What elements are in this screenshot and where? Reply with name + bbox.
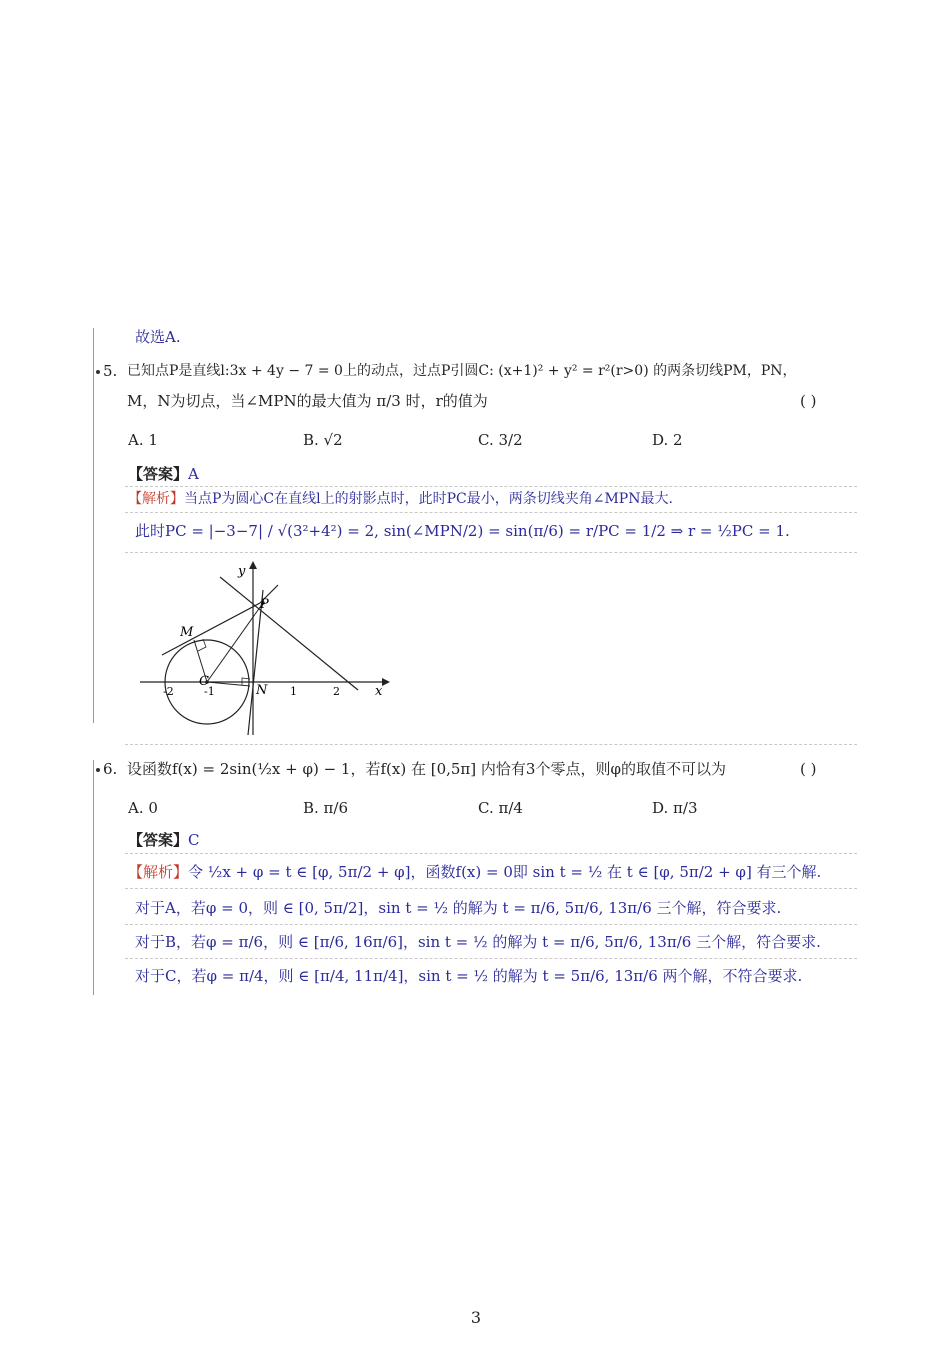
analysis-label: 【解析】 (128, 491, 184, 507)
line-l (220, 577, 358, 690)
q6-answer-parens: ( ) (800, 760, 817, 778)
label-M: M (180, 625, 194, 640)
tick-2: 2 (333, 685, 340, 698)
analysis-label: 【解析】 (128, 863, 189, 881)
x-axis-label: x (375, 684, 383, 699)
divider (125, 744, 857, 745)
q6-answer-row (128, 830, 200, 850)
q5-stem-line1: 已知点P是直线l:3x + 4y − 7 = 0上的动点，过点P引圆C: (x+1)² + y² = r²(r>0) 的两条切线PM，PN， (127, 363, 797, 379)
question-bullet (96, 768, 100, 772)
q5-number: 5. (103, 362, 118, 380)
q6-analysis-line-b: 对于B，若φ = π/6，则 ∈ [π/6, 16π/6]，sin t = ½ 的解为 t = π/6, 5π/6, 13π/6 三个解，符合要求. (135, 933, 821, 951)
q5-option-b: B. √2 (303, 431, 343, 449)
q6-stem: 设函数f(x) = 2sin(½x + φ) − 1，若f(x) 在 [0,5π] 内恰有3个零点，则φ的取值不可以为 (127, 760, 726, 778)
divider (125, 853, 857, 854)
tick-neg2: -2 (163, 685, 174, 698)
answer-label: 【答案】 (128, 465, 189, 483)
label-N: N (256, 683, 268, 698)
divider (125, 552, 857, 553)
analysis-line: 令 ½x + φ = t ∈ [φ, 5π/2 + φ]，函数f(x) = 0即 sin t = ½ 在 t ∈ [φ, 5π/2 + φ] 有三个解. (188, 863, 822, 881)
geometry-figure (130, 555, 400, 740)
y-axis-arrow (249, 561, 257, 569)
y-axis-label: y (238, 564, 246, 579)
label-P: P (260, 597, 269, 612)
tangent-PM (162, 603, 260, 655)
tick-neg1: -1 (204, 685, 215, 698)
analysis-text: 当点P为圆心C在直线l上的射影点时，此时PC最小，两条切线夹角∠MPN最大. (184, 491, 673, 507)
q6-option-d: D. π/3 (652, 799, 698, 817)
q5-answer-parens: ( ) (800, 392, 817, 410)
divider (125, 924, 857, 925)
q5-stem-line2: M，N为切点，当∠MPN的最大值为 π/3 时，r的值为 (127, 392, 488, 410)
q5-answer-row (128, 464, 199, 484)
label-C: C (199, 674, 209, 689)
q5-option-c: C. 3/2 (478, 431, 523, 449)
answer-label: 【答案】 (128, 831, 189, 849)
divider (125, 958, 857, 959)
divider (125, 486, 857, 487)
tick-1: 1 (290, 685, 297, 698)
page-number: 3 (470, 1308, 482, 1327)
q5-option-d: D. 2 (652, 431, 683, 449)
q6-option-b: B. π/6 (303, 799, 349, 817)
q5-analysis-formula: 此时PC = |−3−7| / √(3²+4²) = 2, sin(∠MPN/2) = sin(π/6) = r/PC = 1/2 ⇒ r = ½PC = 1. (135, 522, 790, 540)
q6-number: 6. (103, 760, 118, 778)
margin-bracket (93, 760, 94, 995)
answer-value: C (188, 831, 200, 849)
margin-bracket (93, 328, 94, 723)
answer-value: A (188, 465, 199, 483)
q6-option-c: C. π/4 (478, 799, 523, 817)
question-bullet (96, 370, 100, 374)
divider (125, 888, 857, 889)
q5-option-a: A. 1 (128, 431, 158, 449)
q6-analysis-line-c: 对于C，若φ = π/4，则 ∈ [π/4, 11π/4]，sin t = ½ 的解为 t = 5π/6, 13π/6 两个解，不符合要求. (135, 967, 803, 985)
x-axis-arrow (382, 678, 390, 686)
q6-option-a: A. 0 (128, 799, 158, 817)
q5-analysis-row (128, 489, 673, 509)
q6-analysis-line-a: 对于A，若φ = 0，则 ∈ [0, 5π/2]，sin t = ½ 的解为 t = π/6, 5π/6, 13π/6 三个解，符合要求. (135, 899, 782, 917)
previous-conclusion: 故选A. (135, 328, 181, 346)
q6-analysis-row (128, 862, 821, 882)
divider (125, 512, 857, 513)
